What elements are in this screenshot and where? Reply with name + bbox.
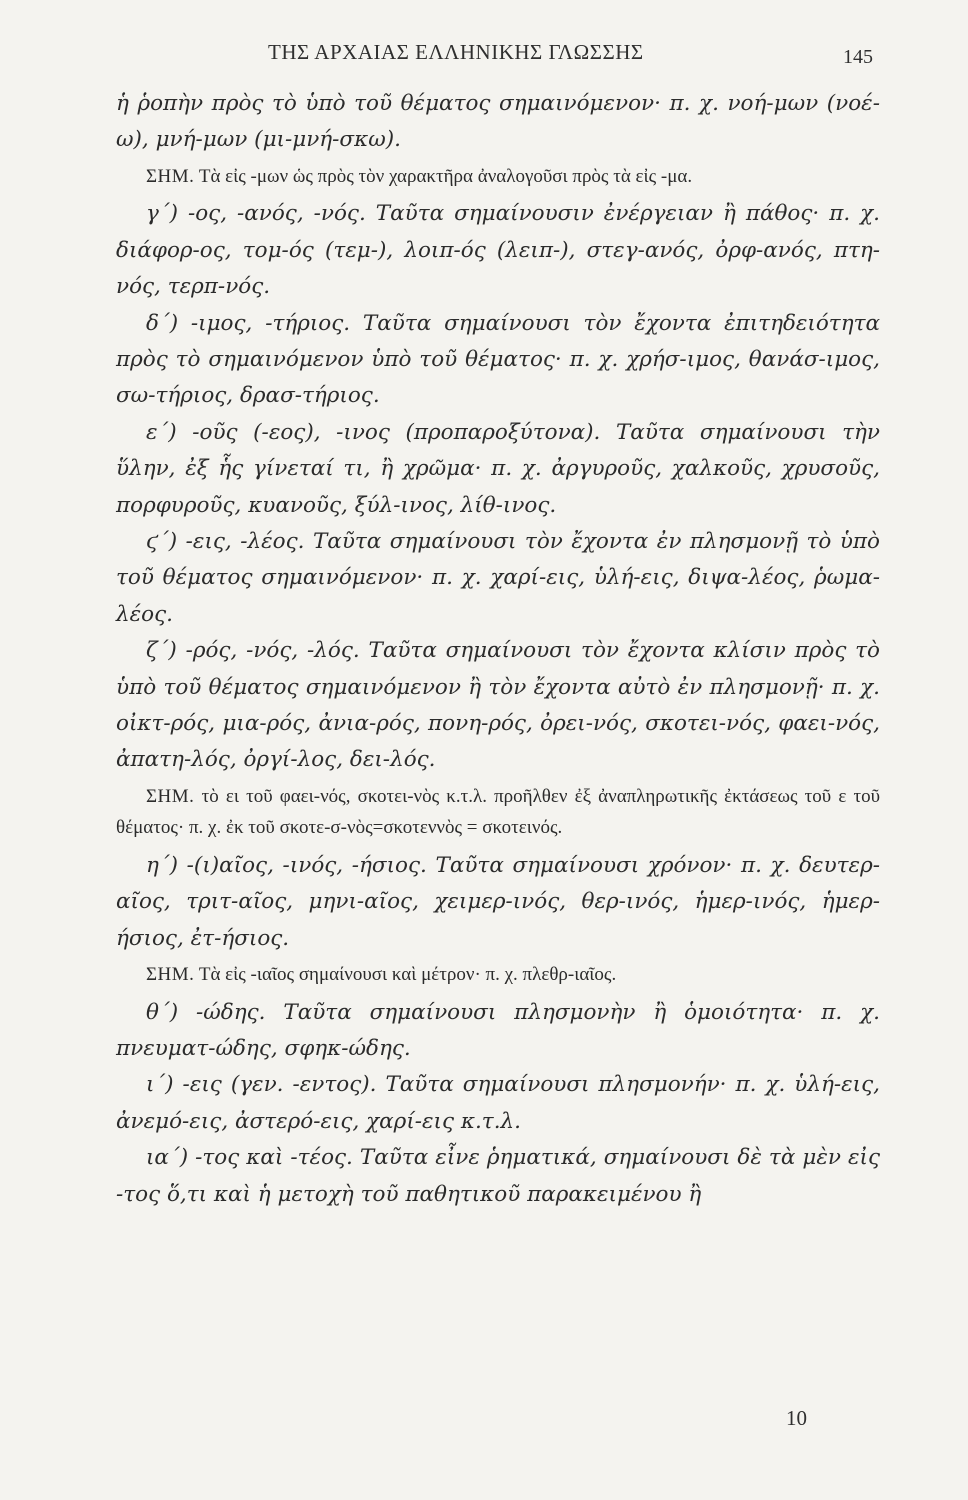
note-label: ΣΗΜ. [146,165,195,187]
paragraph-continuation: ἡ ῥοπὴν πρὸς τὸ ὑπὸ τοῦ θέματος σημαινόμενον· π. χ. νοή-μων (νοέ-ω), μνή-μων (μι-μνή-σκω). [116,91,880,153]
section-delta: δ΄) -ιμος, -τήριος. Ταῦτα σημαίνουσι τὸν ἔχοντα ἐπιτηδειότητα πρὸς τὸ σημαινόμενον ὑπὸ τοῦ θέματος· π. χ. χρήσ-ιμος, θανάσ-ιμος, σω-τήριος, δρασ-τήριος. [116,310,880,409]
note-label: ΣΗΜ. [146,785,195,807]
section-iota: ι΄) -εις (γεν. -εντος). Ταῦτα σημαίνουσι πλησμονήν· π. χ. ὑλή-εις, ἀνεμό-εις, ἀστερό-εις, χαρί-εις κ.τ.λ. [116,1072,880,1134]
body-text [116,86,880,1213]
section-eta: η΄) -(ι)αῖος, -ινός, -ήσιος. Ταῦτα σημαίνουσι χρόνον· π. χ. δευτερ-αῖος, τριτ-αῖος, μηνι-αῖος, χειμερ-ινός, θερ-ινός, ἡμερ-ινός, ἡμερ-ήσιος, ἐτ-ήσιος. [116,852,880,951]
note-label: ΣΗΜ. [146,964,195,986]
running-head-title: ΤΗΣ ΑΡΧΑΙΑΣ ΕΛΛΗΝΙΚΗΣ ΓΛΩΣΣΗΣ [268,40,644,64]
note-paragraph: ΣΗΜ. τὸ ει τοῦ φαει-νός, σκοτει-νὸς κ.τ.λ. προῆλθεν ἐξ ἀναπληρωτικῆς ἐκτάσεως τοῦ ε τοῦ θέματος· π. χ. ἐκ τοῦ σκοτε-σ-νὸς=σκοτεννὸς = σκοτεινός. [116,785,881,839]
section-iota-alpha: ια΄) -τος καὶ -τέος. Ταῦτα εἶνε ῥηματικά, σημαίνουσι δὲ τὰ μὲν εἰς -τος ὅ,τι καὶ ἡ μετοχὴ τοῦ παθητικοῦ παρακειμένου ἢ [116,1145,880,1207]
section-epsilon: ε΄) -οῦς (-εος), -ινος (προπαροξύτονα). Ταῦτα σημαίνουσι τὴν ὕλην, ἐξ ἧς γίνεταί τι, ἢ χρῶμα· π. χ. ἀργυροῦς, χαλκοῦς, χρυσοῦς, πορφυροῦς, κυανοῦς, ξύλ-ινος, λίθ-ινος. [116,419,880,518]
section-theta: θ΄) -ώδης. Ταῦτα σημαίνουσι πλησμονὴν ἢ ὁμοιότητα· π. χ. πνευματ-ώδης, σφηκ-ώδης. [116,999,880,1061]
note-paragraph: ΣΗΜ. Τὰ εἰς -ιαῖος σημαίνουσι καὶ μέτρον· π. χ. πλεθρ-ιαῖος. [146,964,617,986]
section-stigma: ϛ΄) -εις, -λέος. Ταῦτα σημαίνουσι τὸν ἔχοντα ἐν πλησμονῇ τὸ ὑπὸ τοῦ θέματος σημαινόμενον· π. χ. χαρί-εις, ὑλή-εις, διψα-λέος, ῥωμα-λέος. [116,528,880,627]
section-gamma: γ΄) -ος, -ανός, -νός. Ταῦτα σημαίνουσιν ἐνέργειαν ἢ πάθος· π. χ. διάφορ-ος, τομ-ός (τεμ-), λοιπ-ός (λειπ-), στεγ-ανός, ὀρφ-ανός, πτη-νός, τερπ-νός. [116,201,880,300]
signature-mark: 10 [786,1406,807,1430]
section-zeta: ζ΄) -ρός, -νός, -λός. Ταῦτα σημαίνουσι τὸν ἔχοντα κλίσιν πρὸς τὸ ὑπὸ τοῦ θέματος σημαινόμενον ἢ τὸν ἔχοντα αὐτὸ ἐν πλησμονῇ· π. χ. οἰκτ-ρός, μια-ρός, ἀνια-ρός, πονη-ρός, ὀρει-νός, σκοτει-νός, φαει-νός, ἀπατη-λός, ὀργί-λος, δει-λός. [116,638,880,773]
page-number: 145 [843,46,873,68]
note-paragraph: ΣΗΜ. Τὰ εἰς -μων ὡς πρὸς τὸν χαρακτῆρα ἀναλογοῦσι πρὸς τὰ εἰς -μα. [146,165,693,187]
